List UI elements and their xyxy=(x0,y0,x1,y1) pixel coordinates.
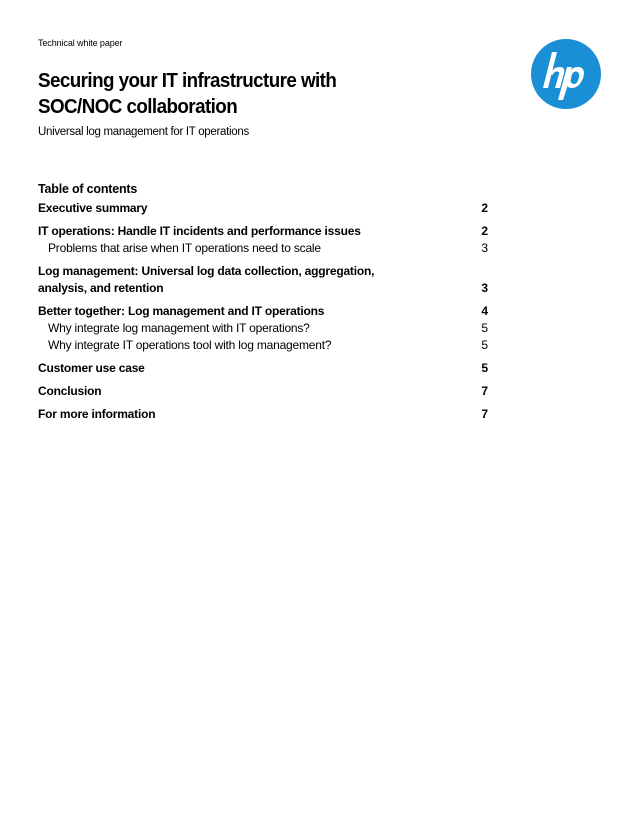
toc-entry-label: Executive summary xyxy=(38,201,148,215)
table-of-contents xyxy=(38,200,488,423)
toc-entry-label: Problems that arise when IT operations need to scale xyxy=(48,241,321,255)
toc-entry[interactable] xyxy=(38,240,488,257)
toc-entry[interactable] xyxy=(38,223,488,240)
toc-entry-label: Customer use case xyxy=(38,361,145,375)
toc-entry-label: Why integrate log management with IT operations? xyxy=(48,321,310,335)
toc-entry[interactable] xyxy=(38,200,488,217)
toc-entry[interactable] xyxy=(38,383,488,400)
toc-entry-page-number: 4 xyxy=(481,304,488,318)
toc-entry-page-number: 5 xyxy=(481,338,488,352)
toc-entry-page-number: 7 xyxy=(481,407,488,421)
toc-entry-page-number: 7 xyxy=(481,384,488,398)
toc-entry-label: Conclusion xyxy=(38,384,102,398)
toc-entry[interactable] xyxy=(38,320,488,337)
document-type-label: Technical white paper xyxy=(38,38,123,48)
toc-entry[interactable] xyxy=(38,303,488,320)
toc-entry[interactable] xyxy=(38,406,488,423)
toc-entry-label: For more information xyxy=(38,407,156,421)
document-title-line-2: SOC/NOC collaboration xyxy=(38,96,238,118)
document-title-line-1: Securing your IT infrastructure with xyxy=(38,70,337,92)
toc-entry-page-number: 5 xyxy=(481,321,488,335)
toc-entry[interactable] xyxy=(38,360,488,377)
hp-logo-icon xyxy=(530,38,602,110)
toc-heading: Table of contents xyxy=(38,182,138,196)
toc-entry-page-number: 3 xyxy=(481,241,488,255)
document-subtitle: Universal log management for IT operations xyxy=(38,126,249,138)
toc-entry-label: IT operations: Handle IT incidents and performance issues xyxy=(38,224,361,238)
document-title xyxy=(38,68,433,120)
toc-entry[interactable] xyxy=(38,263,488,297)
toc-entry-label: Log management: Universal log data collection, aggregation, analysis, and retention xyxy=(38,264,375,295)
toc-entry-page-number: 3 xyxy=(481,281,488,295)
toc-entry-label: Why integrate IT operations tool with log management? xyxy=(48,338,332,352)
toc-entry-page-number: 5 xyxy=(481,361,488,375)
toc-entry-page-number: 2 xyxy=(481,224,488,238)
toc-entry-page-number: 2 xyxy=(481,201,488,215)
toc-entry[interactable] xyxy=(38,337,488,354)
toc-entry-label: Better together: Log management and IT operations xyxy=(38,304,325,318)
